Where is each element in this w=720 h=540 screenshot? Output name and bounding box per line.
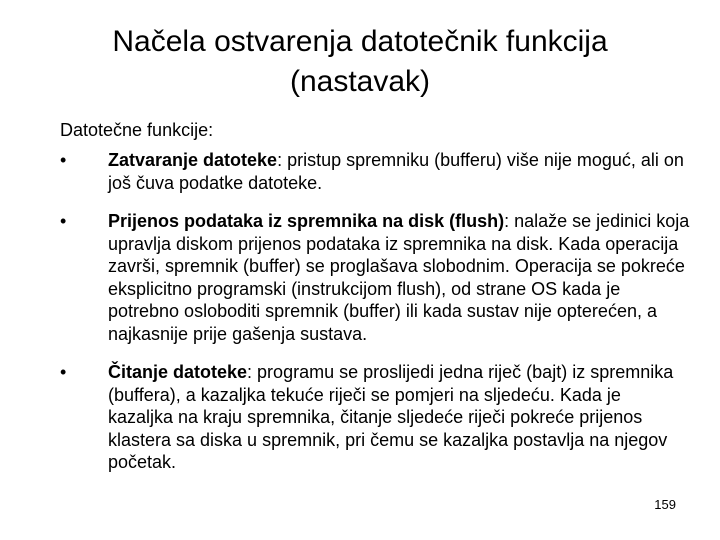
list-item-text [108, 149, 690, 194]
bullet-list [60, 149, 690, 490]
term-description: : pristup spremniku (bufferu) više nije moguć, ali on još čuva podatke datoteke. [108, 150, 684, 193]
page-number: 159 [654, 497, 676, 512]
term-label: Čitanje datoteke [108, 362, 248, 382]
list-item [60, 210, 690, 345]
list-item [60, 149, 690, 194]
term-description: : programu se proslijedi jedna riječ (bajt) iz spremnika (buffera), a kazaljka tekuće riječi se pomjeri na sljedeću. Kada je kazaljka na kraju spremnika, čitanje sljedeće riječi pokreće prijenos klastera sa diska u spremnik, pri čemu se kazaljka postavlja na njegov početak. [108, 362, 674, 472]
bullet-icon: • [60, 362, 67, 382]
bullet-icon: • [60, 150, 67, 170]
term-description: : nalaže se jedinici koja upravlja diskom prijenos podataka iz spremnika na disk. Kada operacija završi, spremnik (buffer) se proglašava slobodnim. Operacija se pokreće eksplicitno programski (instrukcijom flush), od strane OS kada je potrebno osloboditi spremnik (buffer) ili kada sustav nije opterećen, a najkasnije prije gašenja sustava. [108, 211, 690, 344]
title-line-1: Načela ostvarenja datotečnik funkcija [112, 25, 608, 58]
list-item [60, 361, 690, 474]
list-item-text [108, 210, 690, 345]
term-label: Zatvaranje datoteke [108, 150, 278, 170]
intro-text: Datotečne funkcije: [60, 120, 214, 140]
bullet-icon: • [60, 211, 67, 231]
slide-title [60, 22, 660, 102]
term-label: Prijenos podataka iz spremnika na disk (flush) [108, 211, 505, 231]
list-item-text [108, 361, 690, 474]
title-line-2: (nastavak) [289, 65, 431, 98]
